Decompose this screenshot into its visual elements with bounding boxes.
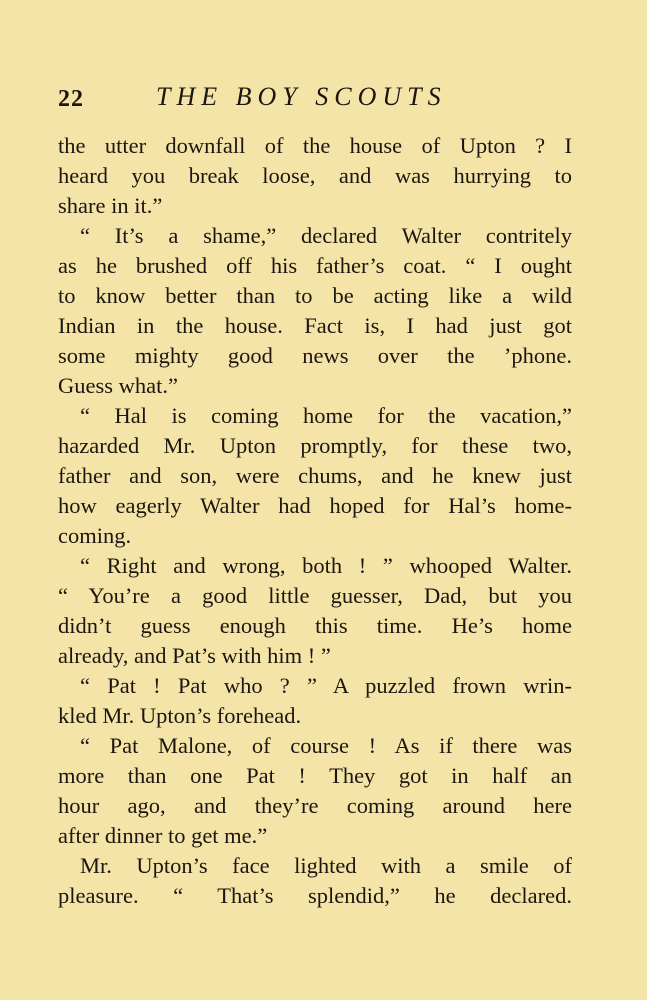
text-line: how eagerly Walter had hoped for Hal’s home- [58,493,572,518]
text-line: Guess what.” [58,373,178,398]
text-line: “ It’s a shame,” declared Walter contritely [80,223,572,248]
text-line: coming. [58,523,132,548]
text-line: as he brushed off his father’s coat. “ I ought [58,253,572,278]
text-line: hazarded Mr. Upton promptly, for these two, [58,433,572,458]
text-line: already, and Pat’s with him ! ” [58,643,331,668]
text-line: didn’t guess enough this time. He’s home [58,613,572,638]
text-line: heard you break loose, and was hurrying to [58,163,572,188]
text-line: after dinner to get me.” [58,823,268,848]
text-line: Mr. Upton’s face lighted with a smile of [80,853,572,878]
text-line: “ Hal is coming home for the vacation,” [80,403,572,428]
text-line: hour ago, and they’re coming around here [58,793,572,818]
body-text [58,131,572,911]
text-line: “ Pat ! Pat who ? ” A puzzled frown wrin- [80,673,572,698]
text-line: more than one Pat ! They got in half an [58,763,572,788]
text-line: father and son, were chums, and he knew just [58,463,572,488]
text-line: share in it.” [58,193,163,218]
text-line: pleasure. “ That’s splendid,” he declared. [58,883,572,908]
text-line: “ Pat Malone, of course ! As if there was [80,733,572,758]
text-line: kled Mr. Upton’s forehead. [58,703,302,728]
text-line: “ Right and wrong, both ! ” whooped Walter. [80,553,572,578]
text-line: “ You’re a good little guesser, Dad, but you [58,583,572,608]
text-line: to know better than to be acting like a wild [58,283,572,308]
text-line: some mighty good news over the ’phone. [58,343,572,368]
text-line: Indian in the house. Fact is, I had just got [58,313,572,338]
text-line: the utter downfall of the house of Upton ? I [58,133,572,158]
running-head: THE BOY SCOUTS [156,82,447,111]
page-number: 22 [58,86,84,112]
page-header [58,82,578,116]
